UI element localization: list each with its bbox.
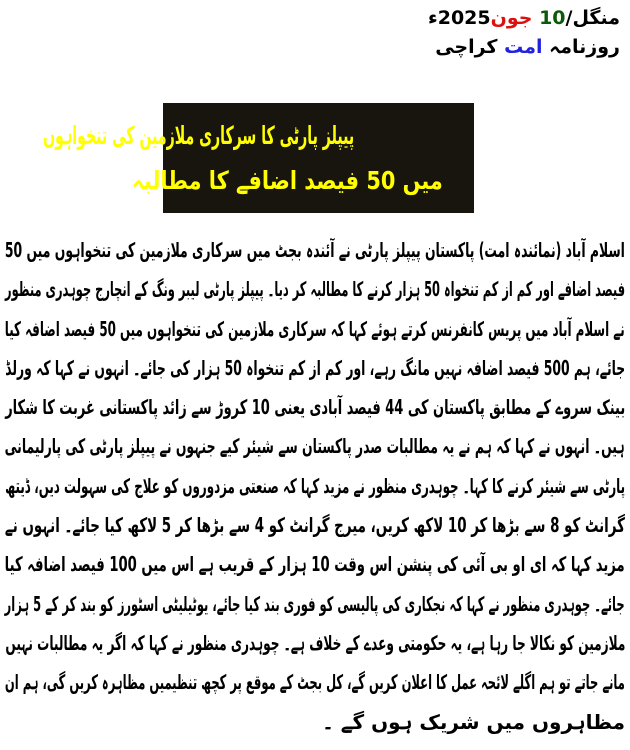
article-line	[5, 349, 625, 388]
article-line	[5, 270, 625, 309]
article-line-text: گرانٹ کو 8 سے بڑھا کر 10 لاکھ کریں، میرج گرانٹ کو 4 سے بڑھا کر 5 لاکھ کیا جائے۔ انہوں نے	[5, 513, 625, 538]
article-line	[5, 545, 625, 584]
headline-line-1-text: پیپلز پارٹی کا سرکاری ملازمین کی تنخواہوں	[42, 121, 354, 151]
article-line-text: مزید کہا کہ ای او بی آئی کی پنشن اس وقت 10 ہزار کے قریب ہے اس میں 100 فیصد اضافہ کیا	[5, 552, 625, 577]
paper-row	[428, 33, 620, 62]
article-line	[5, 663, 625, 702]
article-line	[5, 388, 625, 427]
article-line	[5, 624, 625, 663]
article-line-text: فیصد اضافے اور کم از کم تنخواہ 50 ہزار کرنے کا مطالبہ کر دیا۔ پیپلز پارٹی لیبر ونگ کے انچارج چوہدری منظور	[5, 277, 625, 302]
article-line-text: جائے، ہم 500 فیصد اضافہ نہیں مانگ رہے، اور کم از کم تنخواہ 50 ہزار کی جائے۔ انہوں نے کہا کہ ورلڈ	[5, 355, 625, 380]
article-line	[5, 467, 625, 506]
article-line	[5, 427, 625, 466]
article-line-text: پارٹی سے شیئر کرنے کا کہا۔ چوہدری منظور نے مزید کہا کہ صنعتی مزدوروں کو علاج کی سہولت دیں، ڈیتھ	[5, 473, 625, 498]
article-line-last	[5, 703, 625, 742]
masthead	[428, 4, 620, 62]
article-line-text: ملازمین کو نکالا جا رہا ہے، یہ حکومتی وعدے کے خلاف ہے۔ چوہدری منظور نے کہا کہ اگر یہ مطالبات نہیں	[5, 630, 625, 655]
article-line-text: بینک سروے کے مطابق پاکستان کی 44 فیصد آبادی یعنی 10 کروڑ سے زائد پاکستانی غربت کا شکار	[5, 395, 625, 420]
article-body	[5, 231, 625, 742]
article-line-text: نے اسلام آباد میں پریس کانفرنس کرتے ہوئے کہا کہ سرکاری ملازمین کی تنخواہوں میں 50 فیصد اضافہ کیا	[5, 316, 626, 341]
paper-city: کراچی	[435, 36, 498, 58]
article-line	[5, 506, 625, 545]
month-label: جون	[490, 7, 533, 29]
date-row	[428, 4, 620, 33]
paper-name: امت	[504, 36, 543, 58]
weekday-label: منگل/	[565, 7, 620, 29]
headline-line-1	[42, 120, 474, 151]
article-line-text: مظاہروں میں شریک ہوں گے ۔	[322, 709, 625, 734]
article-line-text: جائے۔ چوہدری منظور نے کہا کہ نجکاری کی پالیسی کو فوری بند کیا جائے، یوٹیلیٹی اسٹورز کو بند کر کے 5 ہزار	[5, 591, 625, 616]
article-line-text: اسلام آباد (نمائندہ امت) پاکستان پیپلز پارٹی نے آئندہ بجٹ میں سرکاری ملازمین کی تنخواہوں میں 50	[5, 238, 625, 262]
article-line-text: ہیں۔ انہوں نے کہا کہ ہم نے یہ مطالبات صدر پاکستان سے شیئر کیے جنہوں نے پیپلز پارٹی کی پارلیمانی	[5, 434, 625, 459]
headline-line-2-text: میں 50 فیصد اضافے کا مطالبہ	[132, 165, 444, 195]
article-line-text: مانے جاتے تو ہم اگلے لائحہ عمل کا اعلان کریں گے، کل بجٹ کے موقع پر کچھ تنظیمیں مظاہرہ کریں گی، ہم ان	[5, 670, 625, 695]
year-label: 2025ء	[428, 7, 491, 29]
headline-line-2	[132, 165, 474, 196]
article-line	[5, 231, 625, 270]
paper-prefix: روزنامہ	[549, 36, 620, 58]
article-line	[5, 310, 625, 349]
day-number: 10	[539, 7, 566, 29]
headline-banner	[42, 103, 474, 213]
article-line	[5, 585, 625, 624]
